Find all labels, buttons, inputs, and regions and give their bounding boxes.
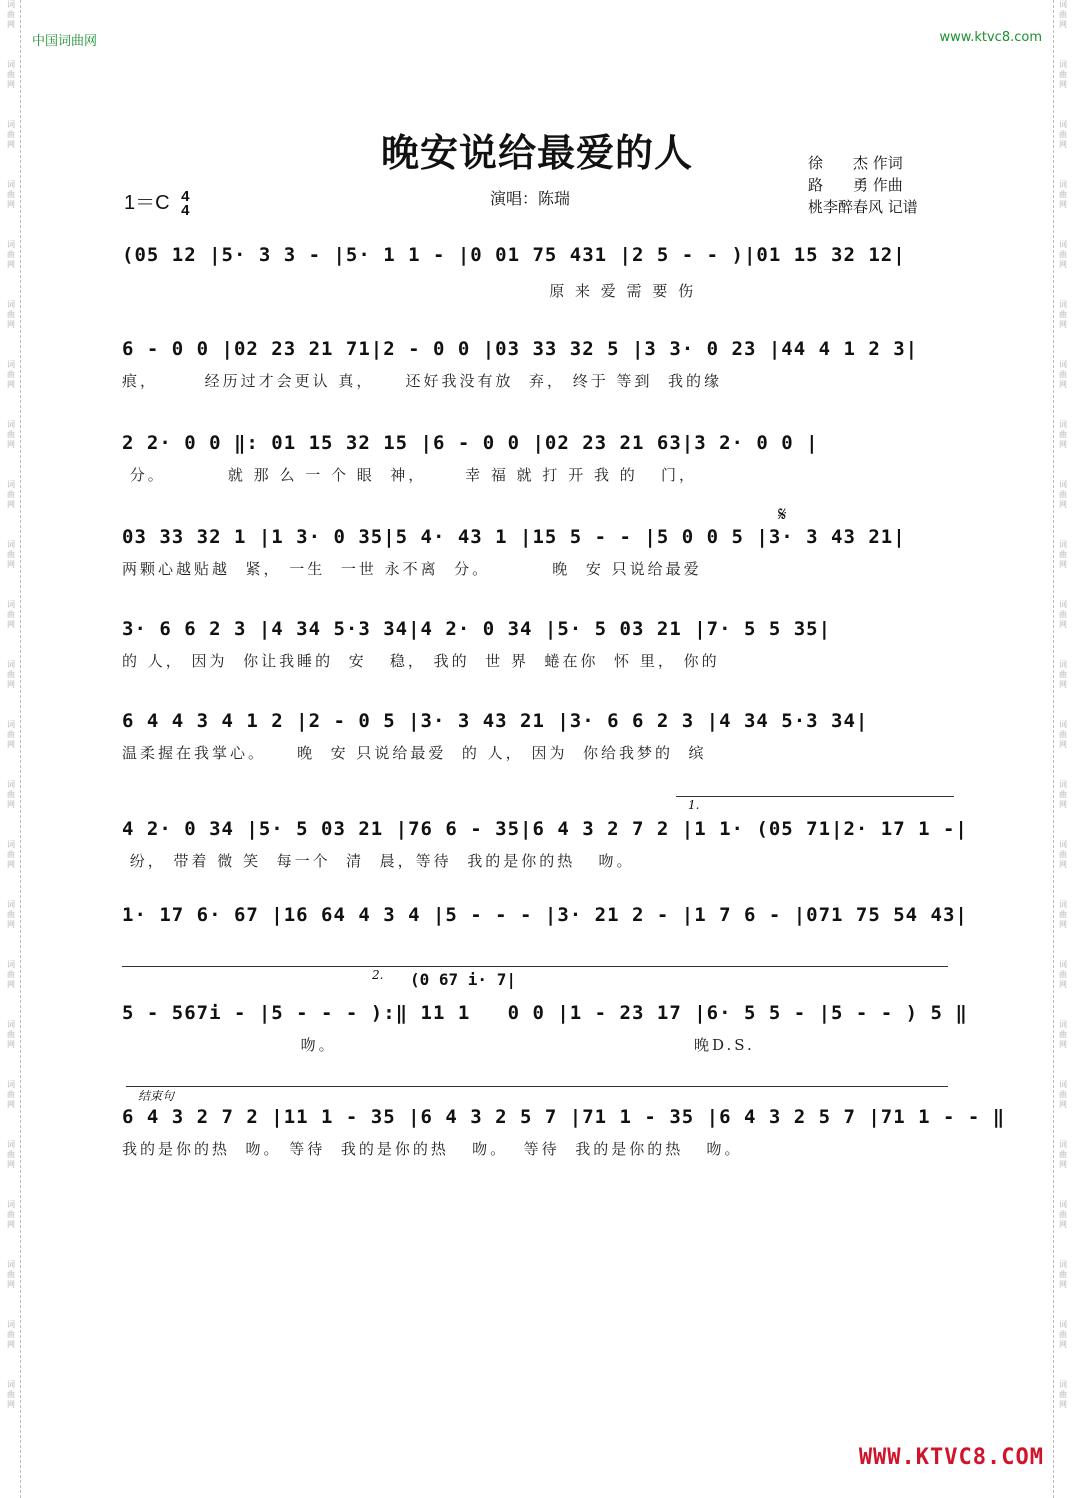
watermark-glyph: 词 曲 网 xyxy=(7,840,15,869)
song-title: 晚安说给最爱的人 xyxy=(380,130,693,175)
watermark-glyph: 词 曲 网 xyxy=(7,1080,15,1109)
volta-1-label: 1. xyxy=(688,798,700,812)
site-name-left[interactable]: 中国词曲网 xyxy=(32,34,98,49)
watermark-glyph: 词 曲 网 xyxy=(7,1140,15,1169)
footer-logo[interactable]: WWW.KTVC8.COM xyxy=(858,1445,1044,1470)
watermark-glyph: 词 曲 网 xyxy=(7,600,15,629)
right-watermark-column xyxy=(1053,0,1072,1498)
notes-line: 5 - 567i - |5 - - - ):‖ 11 1 0 0 |1 - 23 17 |6· 5 5 - |5 - - ) 5 ‖ xyxy=(122,1002,968,1024)
watermark-glyph: 词 曲 网 xyxy=(1059,0,1067,29)
watermark-glyph: 词 曲 网 xyxy=(7,240,15,269)
key-label: 1＝C xyxy=(124,192,170,214)
watermark-glyph: 词 曲 网 xyxy=(7,60,15,89)
ending-label: 结束句 xyxy=(138,1089,175,1103)
volta-2-notes: (0 67 i· 7| xyxy=(410,970,516,989)
watermark-glyph: 词 曲 网 xyxy=(7,180,15,209)
singer-label: 演唱：陈瑞 xyxy=(490,189,571,208)
transcriber-credit: 桃李醉春风 记谱 xyxy=(808,198,918,216)
watermark-glyph: 词 曲 网 xyxy=(7,1260,15,1289)
watermark-glyph: 词 曲 网 xyxy=(1059,720,1067,749)
notes-line: 2 2· 0 0 ‖: 01 15 32 15 |6 - 0 0 |02 23 21 63|3 2· 0 0 | xyxy=(122,432,819,454)
notes-line: (05 12 |5· 3 3 - |5· 1 1 - |0 01 75 431 |2 5 - - )|01 15 32 12| xyxy=(122,244,906,266)
watermark-glyph: 词 曲 网 xyxy=(1059,840,1067,869)
watermark-glyph: 词 曲 网 xyxy=(1059,1140,1067,1169)
watermark-glyph: 词 曲 网 xyxy=(7,360,15,389)
watermark-glyph: 词 曲 网 xyxy=(1059,660,1067,689)
volta-2-label: 2. xyxy=(372,968,384,982)
watermark-glyph: 词 曲 网 xyxy=(7,1020,15,1049)
watermark-glyph: 词 曲 网 xyxy=(7,660,15,689)
watermark-glyph: 词 曲 网 xyxy=(1059,1320,1067,1349)
notes-line: 1· 17 6· 67 |16 64 4 3 4 |5 - - - |3· 21 2 - |1 7 6 - |071 75 54 43| xyxy=(122,904,968,926)
watermark-glyph: 词 曲 网 xyxy=(7,420,15,449)
watermark-glyph: 词 曲 网 xyxy=(1059,1200,1067,1229)
credits xyxy=(808,152,918,218)
notes-line: 4 2· 0 34 |5· 5 03 21 |76 6 - 35|6 4 3 2 7 2 |1 1· (05 71|2· 17 1 -| xyxy=(122,818,968,840)
watermark-glyph: 词 曲 网 xyxy=(7,480,15,509)
watermark-glyph: 词 曲 网 xyxy=(1059,960,1067,989)
time-sig-denominator: 4 xyxy=(181,201,190,219)
lyricist-credit: 徐 杰 作词 xyxy=(808,154,903,172)
lyrics-line: 痕， 经历过才会更认 真， 还好我没有放 弃， 终于 等到 我的缘 xyxy=(122,372,723,390)
watermark-glyph: 词 曲 网 xyxy=(1059,120,1067,149)
volta-1-bracket xyxy=(676,796,954,797)
watermark-glyph: 词 曲 网 xyxy=(1059,1380,1067,1409)
watermark-glyph: 词 曲 网 xyxy=(7,540,15,569)
watermark-glyph: 词 曲 网 xyxy=(7,720,15,749)
watermark-glyph: 词 曲 网 xyxy=(7,780,15,809)
time-signature xyxy=(181,187,190,219)
lyrics-line: 分。 就 那 么 一 个 眼 神， 幸 福 就 打 开 我 的 门， xyxy=(122,466,698,484)
lyrics-line: 原 来 爱 需 要 伤 xyxy=(122,282,697,300)
notes-line: 6 - 0 0 |02 23 21 71|2 - 0 0 |03 33 32 5 |3 3· 0 23 |44 4 1 2 3| xyxy=(122,338,919,360)
watermark-glyph: 词 曲 网 xyxy=(7,0,15,29)
watermark-glyph: 词 曲 网 xyxy=(7,300,15,329)
watermark-glyph: 词 曲 网 xyxy=(7,120,15,149)
time-sig-numerator: 4 xyxy=(181,187,190,205)
lyrics-line: 温柔握在我掌心。 晚 安 只说给最爱 的 人， 因为 你给我梦的 缤 xyxy=(122,744,707,762)
composer-credit: 路 勇 作曲 xyxy=(808,176,903,194)
watermark-glyph: 词 曲 网 xyxy=(1059,240,1067,269)
lyrics-line: 两颗心越贴越 紧， 一生 一世 永不离 分。 晚 安 只说给最爱 xyxy=(122,560,702,578)
watermark-glyph: 词 曲 网 xyxy=(1059,900,1067,929)
notes-line: 6 4 3 2 7 2 |11 1 - 35 |6 4 3 2 5 7 |71 1 - 35 |6 4 3 2 5 7 |71 1 - - ‖ xyxy=(122,1106,1006,1128)
watermark-glyph: 词 曲 网 xyxy=(7,960,15,989)
lyrics-line: 的 人， 因为 你让我睡的 安 稳， 我的 世 界 蜷在你 怀 里， 你的 xyxy=(122,652,720,670)
watermark-glyph: 词 曲 网 xyxy=(1059,180,1067,209)
watermark-glyph: 词 曲 网 xyxy=(7,1380,15,1409)
watermark-glyph: 词 曲 网 xyxy=(1059,1080,1067,1109)
watermark-glyph: 词 曲 网 xyxy=(1059,540,1067,569)
ending-bracket xyxy=(126,1086,948,1087)
site-url-right[interactable]: www.ktvc8.com xyxy=(939,30,1042,45)
watermark-glyph: 词 曲 网 xyxy=(7,1320,15,1349)
watermark-glyph: 词 曲 网 xyxy=(7,1200,15,1229)
watermark-glyph: 词 曲 网 xyxy=(1059,480,1067,509)
watermark-glyph: 词 曲 网 xyxy=(1059,780,1067,809)
watermark-glyph: 词 曲 网 xyxy=(1059,360,1067,389)
lyrics-line: 纷， 带着 微 笑 每一个 清 晨，等待 我的是你的热 吻。 xyxy=(122,852,635,870)
watermark-glyph: 词 曲 网 xyxy=(7,900,15,929)
notes-line: 6 4 4 3 4 1 2 |2 - 0 5 |3· 3 43 21 |3· 6 6 2 3 |4 34 5·3 34| xyxy=(122,710,869,732)
volta-2-bracket xyxy=(122,966,948,967)
watermark-glyph: 词 曲 网 xyxy=(1059,60,1067,89)
notes-line: 03 33 32 1 |1 3· 0 35|5 4· 43 1 |15 5 - - |5 0 0 5 |3· 3 43 21| xyxy=(122,526,906,548)
watermark-glyph: 词 曲 网 xyxy=(1059,1260,1067,1289)
watermark-glyph: 词 曲 网 xyxy=(1059,600,1067,629)
lyrics-line: 我的是你的热 吻。 等待 我的是你的热 吻。 等待 我的是你的热 吻。 xyxy=(122,1140,743,1158)
key-signature xyxy=(124,186,189,218)
lyrics-line: 吻。 晚D.S. xyxy=(122,1036,755,1054)
watermark-glyph: 词 曲 网 xyxy=(1059,300,1067,329)
left-watermark-column xyxy=(2,0,21,1498)
watermark-glyph: 词 曲 网 xyxy=(1059,420,1067,449)
watermark-glyph: 词 曲 网 xyxy=(1059,1020,1067,1049)
segno-mark: 𝄋 xyxy=(778,502,787,526)
notes-line: 3· 6 6 2 3 |4 34 5·3 34|4 2· 0 34 |5· 5 03 21 |7· 5 5 35| xyxy=(122,618,832,640)
